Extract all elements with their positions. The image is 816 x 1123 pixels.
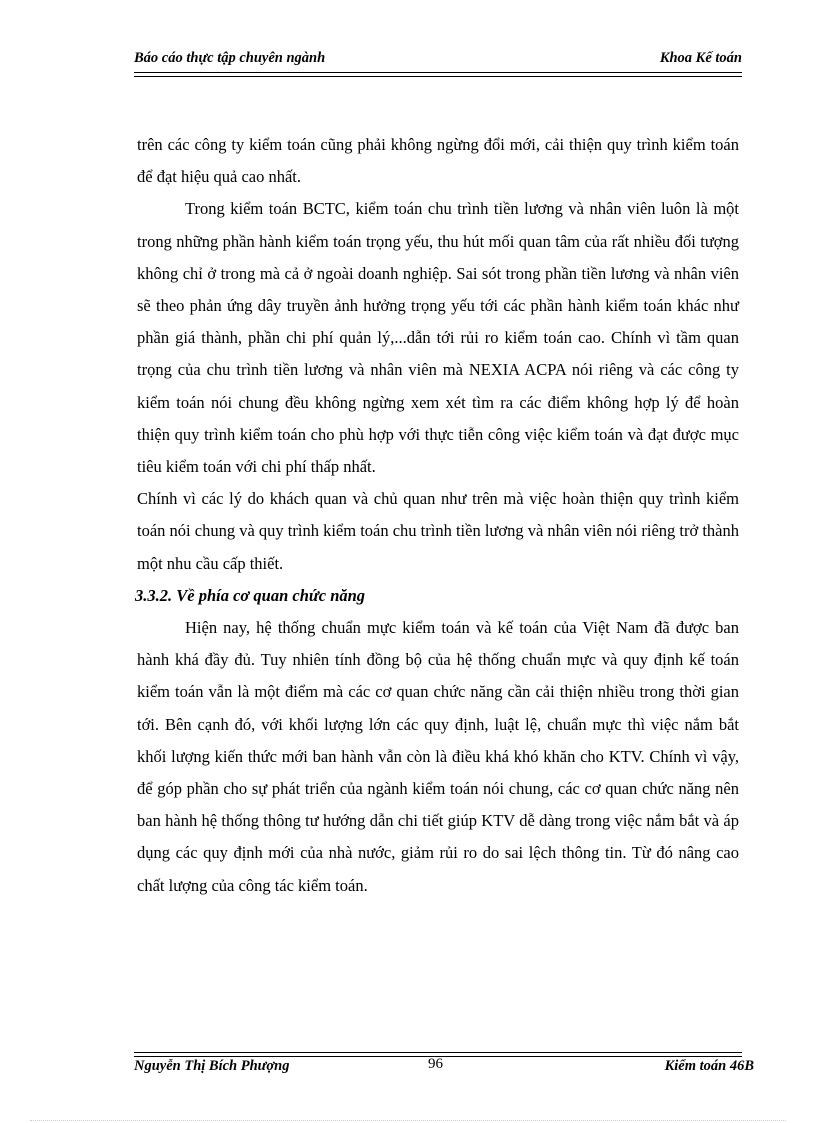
header-report-title: Báo cáo thực tập chuyên ngành	[134, 50, 326, 66]
paragraph-3: Chính vì các lý do khách quan và chủ quan như trên mà việc hoàn thiện quy trình kiểm toán nói chung và quy trình kiểm toán chu trình tiền lương và nhân viên nói riêng trở thành một nhu cầu cấp thiết.	[137, 489, 739, 573]
paragraph-2: Trong kiểm toán BCTC, kiểm toán chu trình tiền lương và nhân viên luôn là một trong những phần hành kiểm toán trọng yếu, thu hút mối quan tâm của rất nhiều đối tượng không chỉ ở trong mà cả ở ngoài doanh nghiệp. Sai sót trong phần tiền lương và nhân viên sẽ theo phản ứng dây truyền ảnh hưởng trọng yếu tới các phần hành kiểm toán khác như phần giá thành, phần chi phí quản lý,...dẫn tới rủi ro kiểm toán cao. Chính vì tầm quan trọng của chu trình tiền lương và nhân viên mà NEXIA ACPA nói riêng và các công ty kiểm toán nói chung đều không ngừng xem xét tìm ra các điểm không hợp lý để hoàn thiện quy trình kiểm toán cho phù hợp với thực tiễn công việc kiểm toán và đạt được mục tiêu kiểm toán với chi phí thấp nhất.	[137, 199, 739, 477]
footer-author: Nguyễn Thị Bích Phượng	[134, 1058, 290, 1074]
paragraph-4: Hiện nay, hệ thống chuẩn mực kiểm toán và kế toán của Việt Nam đã được ban hành khá đầy đủ. Tuy nhiên tính đồng bộ của hệ thống chuẩn mực và quy định kế toán kiểm toán vẫn là một điểm mà các cơ quan chức năng cần cải thiện nhiều trong thời gian tới. Bên cạnh đó, với khối lượng lớn các quy định, luật lệ, chuẩn mực thì việc nắm bắt khối lượng kiến thức mới ban hành vẫn còn là điều khá khó khăn cho KTV. Chính vì vậy, để góp phần cho sự phát triển của ngành kiểm toán nói chung, các cơ quan chức năng nên ban hành hệ thống thông tư hướng dẫn chi tiết giúp KTV dễ dàng trong việc nắm bắt và áp dụng các quy định mới của nhà nước, giảm rủi ro do sai lệch thông tin. Từ đó nâng cao chất lượng của công tác kiểm toán.	[137, 618, 739, 895]
header-rule	[134, 72, 742, 77]
page-body	[137, 129, 739, 902]
page-number: 96	[428, 1056, 443, 1072]
page-footer	[134, 1058, 754, 1080]
footer-class: Kiểm toán 46B	[664, 1058, 754, 1074]
header-department: Khoa Kế toán	[659, 50, 742, 66]
section-heading: 3.3.2. Về phía cơ quan chức năng	[135, 585, 366, 605]
paragraph-1: trên các công ty kiểm toán cũng phải không ngừng đổi mới, cải thiện quy trình kiểm toán để đạt hiệu quả cao nhất.	[137, 135, 739, 187]
page-edge-divider	[30, 1120, 786, 1121]
page-header	[134, 50, 742, 72]
